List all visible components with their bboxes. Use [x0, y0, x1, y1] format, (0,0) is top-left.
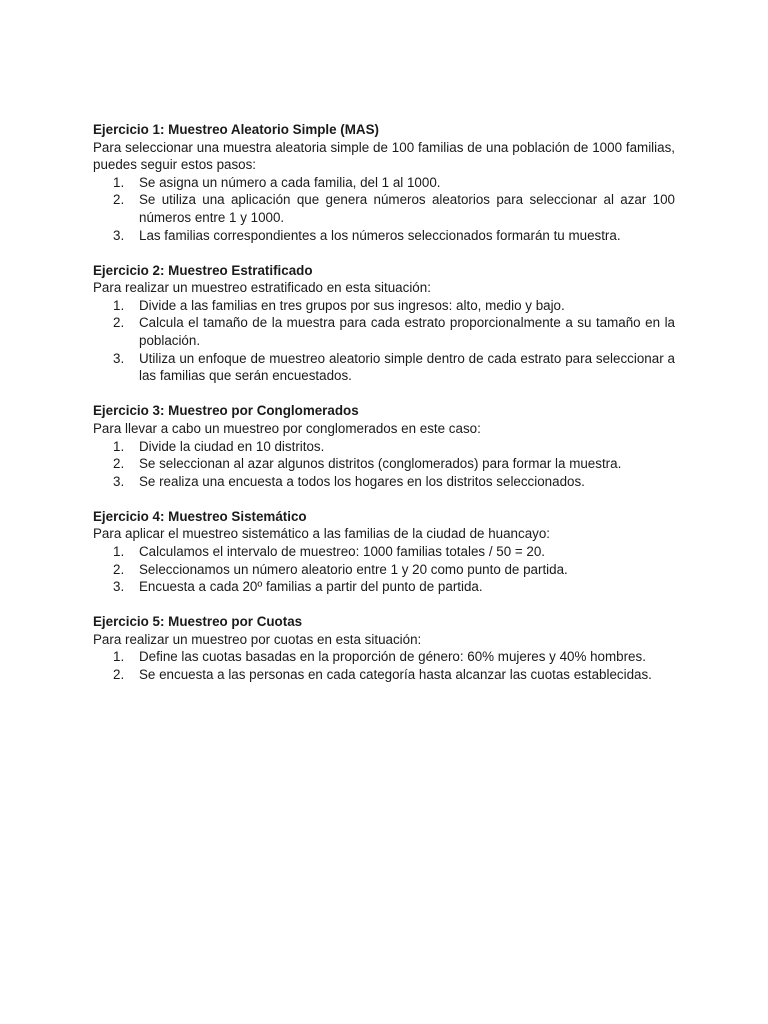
step-list	[93, 297, 675, 385]
step-number: 1.	[113, 543, 125, 559]
step-text: Encuesta a cada 20º familias a partir del punto de partida.	[139, 579, 483, 595]
step-text: Calculamos el intervalo de muestreo: 1000 familias totales / 50 = 20.	[139, 543, 546, 559]
list-item	[93, 350, 675, 385]
exercise-intro: Para realizar un muestreo estratificado en esta situación:	[93, 280, 431, 296]
step-text: Utiliza un enfoque de muestreo aleatorio simple dentro de cada estrato para seleccionar a las familias que serán encuestados.	[139, 350, 675, 384]
exercise-title: Ejercicio 1: Muestreo Aleatorio Simple (MAS)	[93, 122, 379, 137]
step-text: Se seleccionan al azar algunos distritos (conglomerados) para formar la muestra.	[139, 456, 622, 472]
list-item	[93, 578, 675, 596]
step-text: Se utiliza una aplicación que genera números aleatorios para seleccionar al azar 100 números entre 1 y 1000.	[139, 192, 675, 225]
step-text: Divide la ciudad en 10 distritos.	[139, 438, 325, 454]
list-item	[93, 438, 675, 456]
step-number: 2.	[113, 192, 125, 208]
step-number: 3.	[113, 350, 125, 366]
step-number: 2.	[113, 667, 125, 683]
step-number: 1.	[113, 297, 125, 313]
step-number: 1.	[113, 649, 125, 665]
step-list	[93, 648, 675, 683]
step-number: 2.	[113, 561, 125, 577]
step-text: Se realiza una encuesta a todos los hogares en los distritos seleccionados.	[139, 473, 585, 489]
step-number: 3.	[113, 579, 125, 595]
exercise-2	[93, 262, 675, 385]
list-item	[93, 227, 675, 245]
step-text: Las familias correspondientes a los números seleccionados formarán tu muestra.	[139, 227, 621, 243]
exercise-intro: Para aplicar el muestreo sistemático a las familias de la ciudad de huancayo:	[93, 526, 551, 542]
step-text: Se asigna un número a cada familia, del 1 al 1000.	[139, 174, 441, 190]
step-text: Divide a las familias en tres grupos por sus ingresos: alto, medio y bajo.	[139, 297, 565, 313]
exercise-intro: Para seleccionar una muestra aleatoria simple de 100 familias de una población de 1000 familias, puedes seguir estos pasos:	[93, 139, 675, 173]
list-item	[93, 543, 675, 561]
exercise-1	[93, 121, 675, 244]
list-item	[93, 648, 675, 666]
list-item	[93, 174, 675, 192]
exercise-title: Ejercicio 4: Muestreo Sistemático	[93, 508, 307, 524]
step-number: 2.	[113, 315, 125, 331]
list-item	[93, 297, 675, 315]
exercise-4	[93, 508, 675, 596]
step-number: 3.	[113, 227, 125, 243]
exercise-title: Ejercicio 2: Muestreo Estratificado	[93, 262, 313, 278]
step-text: Seleccionamos un número aleatorio entre 1 y 20 como punto de partida.	[139, 561, 568, 577]
exercise-title: Ejercicio 3: Muestreo por Conglomerados	[93, 403, 359, 419]
list-item	[93, 561, 675, 579]
document-page	[93, 121, 675, 701]
step-number: 1.	[113, 174, 125, 190]
step-list	[93, 174, 675, 244]
step-number: 3.	[113, 473, 125, 489]
step-text: Calcula el tamaño de la muestra para cada estrato proporcionalmente a su tamaño en la población.	[139, 315, 675, 349]
exercise-title: Ejercicio 5: Muestreo por Cuotas	[93, 614, 303, 630]
list-item	[93, 473, 675, 491]
step-text: Define las cuotas basadas en la proporción de género: 60% mujeres y 40% hombres.	[139, 649, 646, 665]
exercise-5	[93, 613, 675, 683]
step-text: Se encuesta a las personas en cada categoría hasta alcanzar las cuotas establecidas.	[139, 667, 652, 683]
list-item	[93, 314, 675, 349]
step-number: 2.	[113, 456, 125, 472]
step-list	[93, 438, 675, 491]
exercise-intro: Para realizar un muestreo por cuotas en esta situación:	[93, 631, 422, 647]
list-item	[93, 455, 675, 473]
list-item	[93, 666, 675, 684]
step-number: 1.	[113, 438, 125, 454]
exercise-intro: Para llevar a cabo un muestreo por conglomerados en este caso:	[93, 420, 481, 436]
step-list	[93, 543, 675, 596]
exercise-3	[93, 402, 675, 490]
list-item	[93, 191, 675, 226]
